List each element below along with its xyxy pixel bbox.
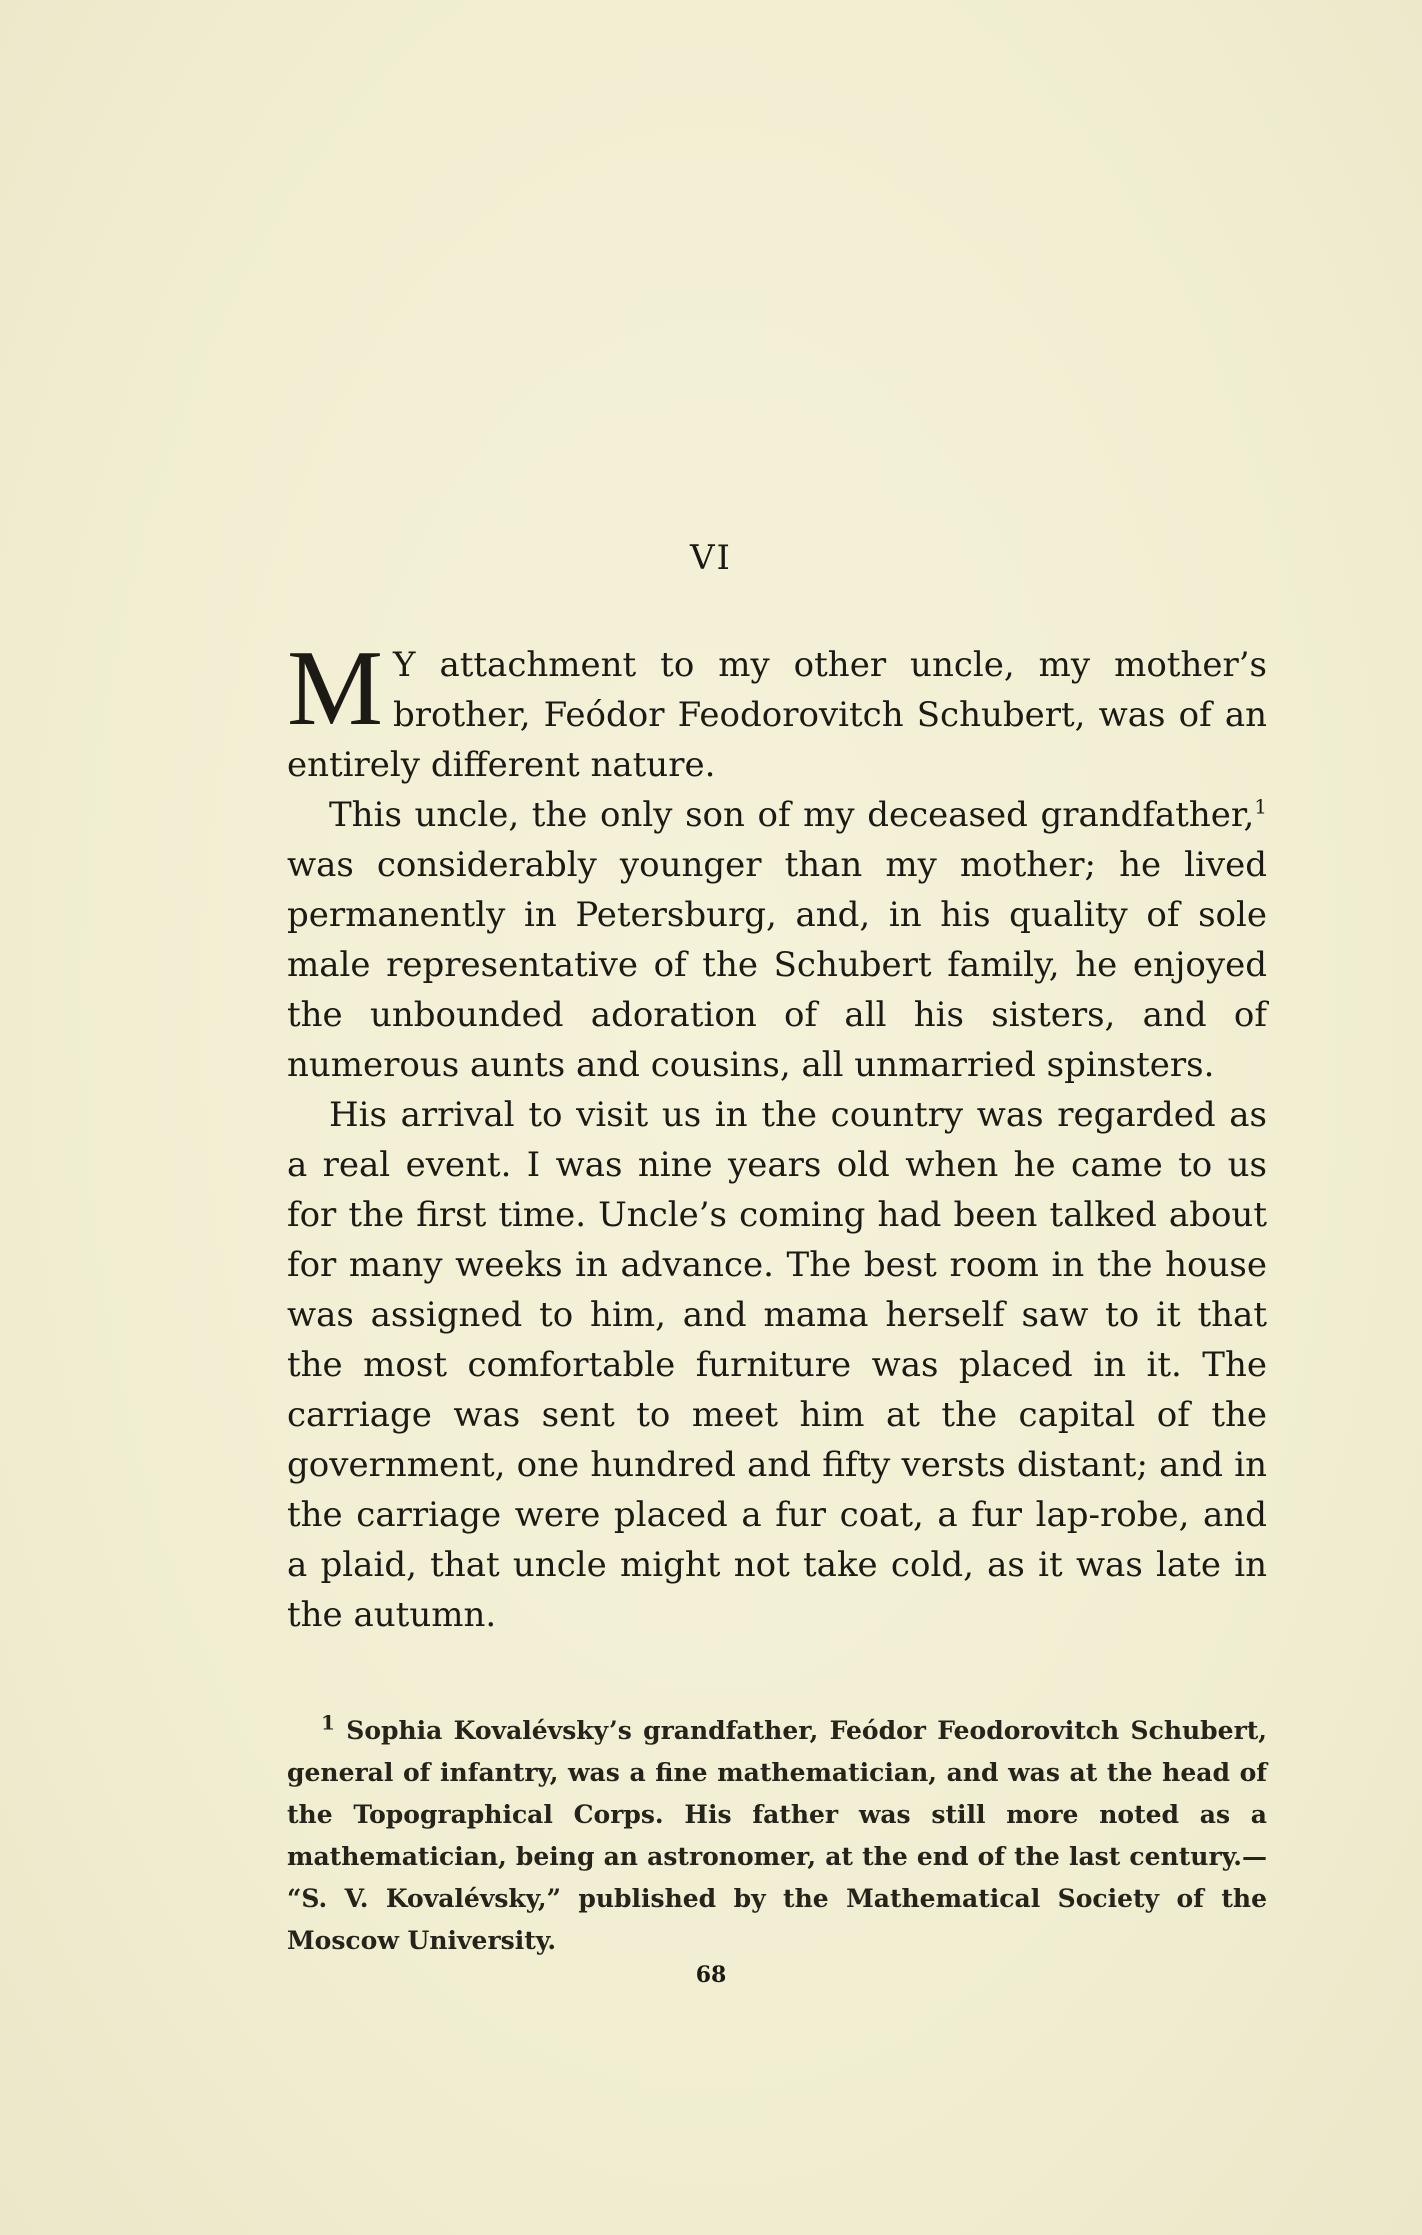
- footnote-paragraph: [287, 1710, 1267, 1962]
- paragraph-1: [287, 629, 1267, 790]
- body-text: [287, 629, 1267, 1640]
- paragraph-1-text: Y attachment to my other uncle, my mother’s brother, Feódor Feodorovitch Schubert, was of an entirely different nature.: [287, 645, 1267, 785]
- drop-cap: M: [287, 629, 384, 748]
- paragraph-2-text-after: was considerably younger than my mother; he lived permanently in Petersburg, and, in his quality of sole male representative of the Schubert family, he enjoyed the unbounded adoration of all his sisters, and of numerous aunts and cousins, all unmarried spinsters.: [287, 845, 1267, 1085]
- paragraph-2: [287, 790, 1267, 1090]
- footnote: [287, 1710, 1267, 1962]
- paragraph-2-text-before: This uncle, the only son of my deceased grandfather,: [329, 795, 1255, 835]
- footnote-mark: 1: [321, 1710, 335, 1735]
- footnote-reference: 1: [1254, 794, 1267, 819]
- footnote-text: Sophia Kovalévsky’s grandfather, Feódor Feodorovitch Schubert, general of infantry, was a fine mathematician, and was at the head of the Topographical Corps. His father was still more noted as a mathematician, being an astronomer, at the end of the last century.— “S. V. Kovalévsky,” published by the Mathematical Society of the Moscow University.: [287, 1716, 1267, 1955]
- paragraph-3: [287, 1090, 1267, 1640]
- paragraph-3-text: His arrival to visit us in the country was regarded as a real event. I was nine years old when he came to us for the first time. Uncle’s coming had been talked about for many weeks in advance. The best room in the house was assigned to him, and mama herself saw to it that the most comfortable furniture was placed in it. The carriage was sent to meet him at the capital of the government, one hundred and fifty versts distant; and in the carriage were placed a fur coat, a fur lap-robe, and a plaid, that uncle might not take cold, as it was late in the autumn.: [287, 1095, 1267, 1635]
- page-number: 68: [695, 1962, 727, 1988]
- chapter-heading: VI: [690, 538, 732, 578]
